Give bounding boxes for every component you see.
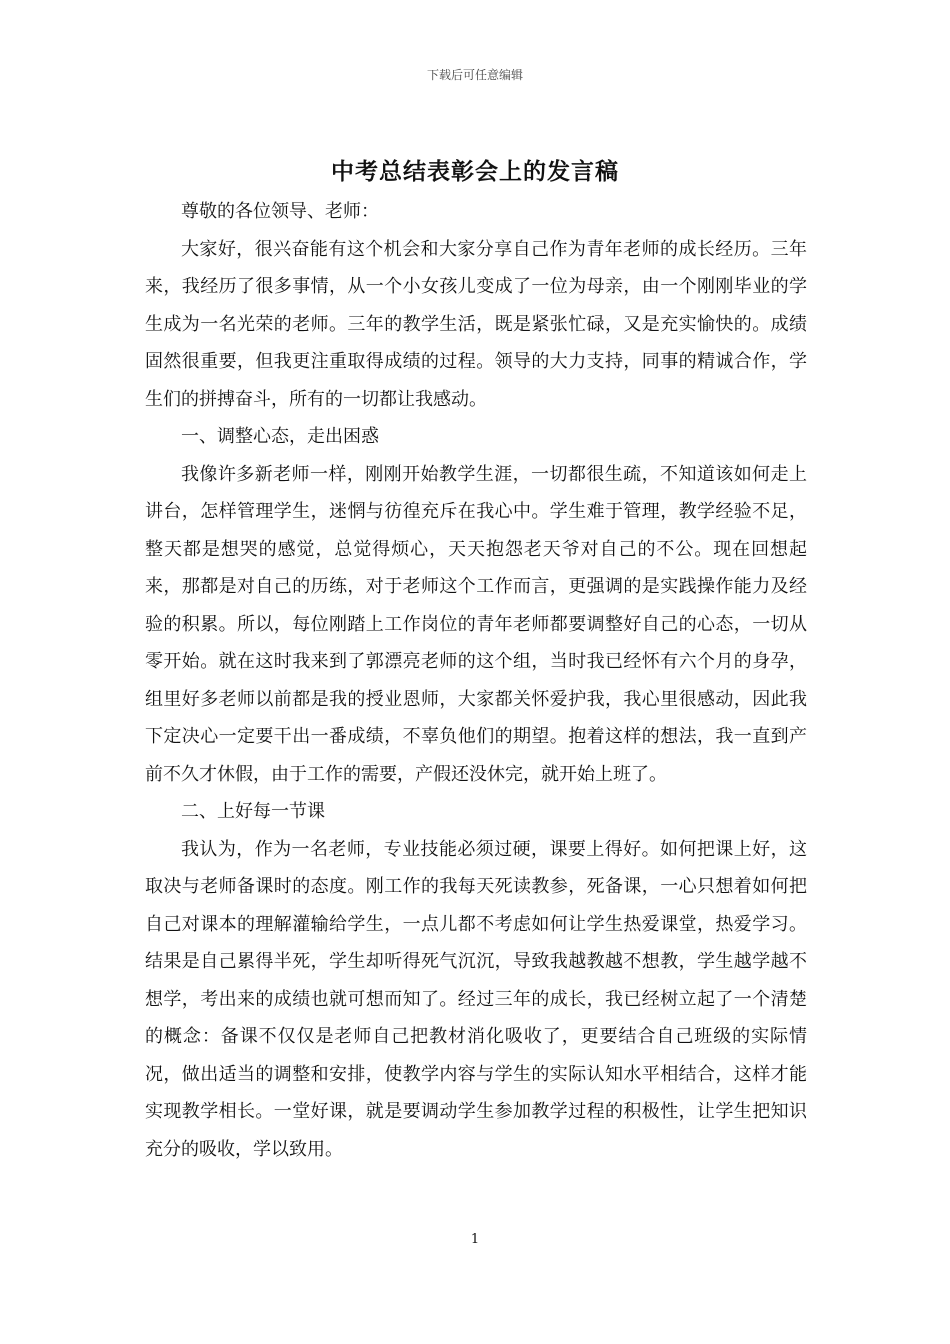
body-paragraph: 我认为，作为一名老师，专业技能必须过硬，课要上得好。如何把课上好，这取决与老师备课时的态度。刚工作的我每天死读教参，死备课，一心只想着如何把自己对课本的理解灌输给学生，一点儿都不考虑如何让学生热爱课堂，热爱学习。结果是自己累得半死，学生却听得死气沉沉，导致我越教越不想教，学生越学越不想学，考出来的成绩也就可想而知了。经过三年的成长，我已经树立起了一个清楚的概念：备课不仅仅是老师自己把教材消化吸收了，更要结合自己班级的实际情况，做出适当的调整和安排，使教学内容与学生的实际认知水平相结合，这样才能实现教学相长。一堂好课，就是要调动学生参加教学过程的积极性，让学生把知识充分的吸收，学以致用。 xyxy=(145,838,807,1160)
document-body xyxy=(145,193,807,1168)
header-note: 下载后可任意编辑 xyxy=(426,68,523,82)
section-heading: 二、上好每一节课 xyxy=(181,801,325,822)
body-paragraph: 大家好，很兴奋能有这个机会和大家分享自己作为青年老师的成长经历。三年来，我经历了很多事情，从一个小女孩儿变成了一位为母亲，由一个刚刚毕业的学生成为一名光荣的老师。三年的教学生活，既是紧张忙碌，又是充实愉快的。成绩固然很重要，但我更注重取得成绩的过程。领导的大力支持，同事的精诚合作，学生们的拼搏奋斗，所有的一切都让我感动。 xyxy=(145,238,807,410)
document-title: 中考总结表彰会上的发言稿 xyxy=(331,158,619,185)
section-heading: 一、调整心态，走出困惑 xyxy=(181,426,379,447)
salutation: 尊敬的各位领导、老师： xyxy=(181,201,379,222)
body-paragraph: 我像许多新老师一样，刚刚开始教学生涯，一切都很生疏，不知道该如何走上讲台，怎样管理学生，迷惘与彷徨充斥在我心中。学生难于管理，教学经验不足，整天都是想哭的感觉，总觉得烦心，天天抱怨老天爷对自己的不公。现在回想起来，那都是对自己的历练，对于老师这个工作而言，更强调的是实践操作能力及经验的积累。所以，每位刚踏上工作岗位的青年老师都要调整好自己的心态，一切从零开始。就在这时我来到了郭漂亮老师的这个组，当时我已经怀有六个月的身孕，组里好多老师以前都是我的授业恩师，大家都关怀爱护我，我心里很感动，因此我下定决心一定要干出一番成绩，不辜负他们的期望。抱着这样的想法，我一直到产前不久才休假，由于工作的需要，产假还没休完，就开始上班了。 xyxy=(145,463,807,785)
page-number: 1 xyxy=(470,1232,480,1247)
